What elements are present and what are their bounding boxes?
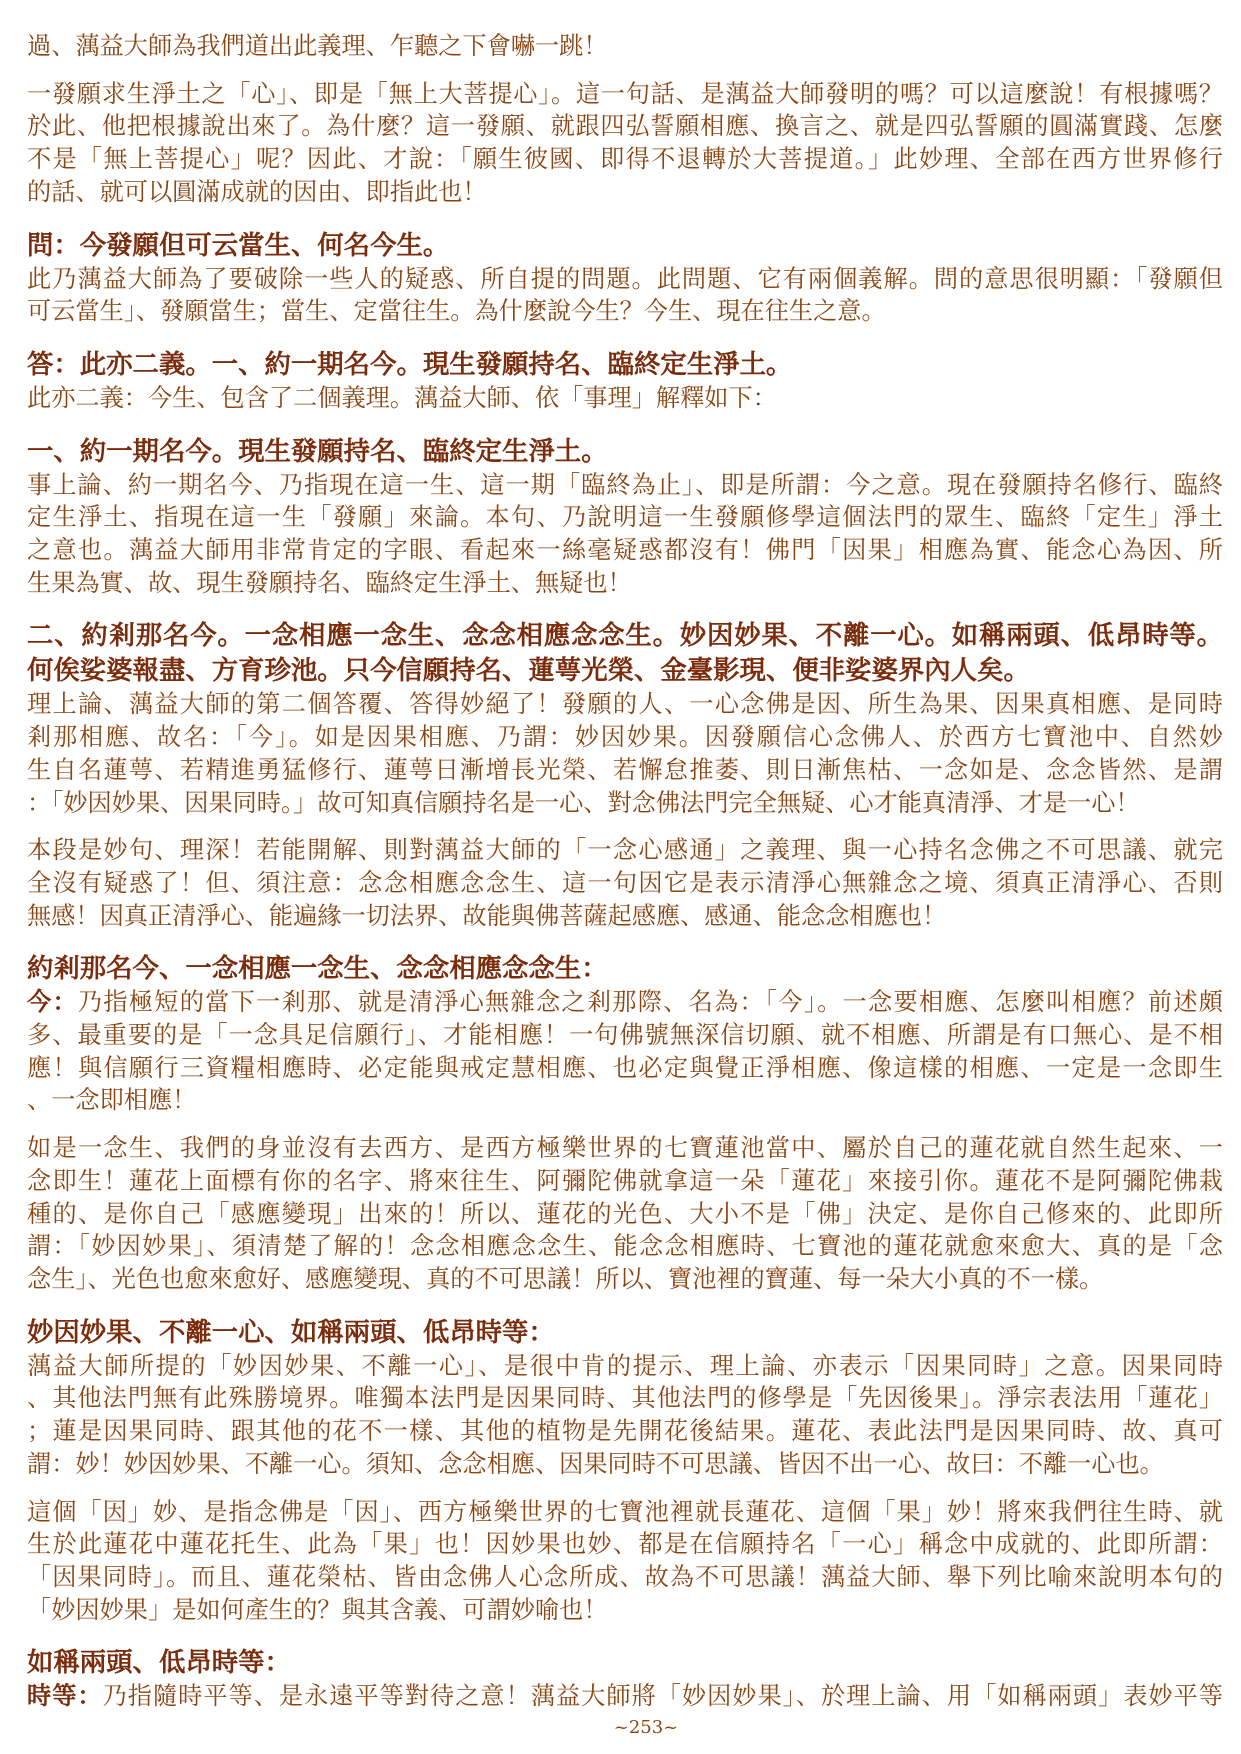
line-text: 種的、是你自己「感應變現」出來的！所以、蓮花的光色、大小不是「佛」決定、是你自己修來的、此即所	[27, 1199, 1223, 1228]
line-text: 此乃蕅益大師為了要破除一些人的疑惑、所自提的問題。此問題、它有兩個義解。問的意思很明顯：「發願但	[27, 264, 1223, 293]
line-text: 過、蕅益大師為我們道出此義理、乍聽之下會嚇一跳！	[27, 32, 608, 60]
line-text: 可云當生」、發願當生；當生、定當往生。為什麼說今生？今生、現在往生之意。	[27, 297, 886, 326]
line-text: 答：此亦二義。一、約一期名今。現生發願持名、臨終定生淨土。	[27, 348, 793, 380]
line-text: 多、最重要的是「一念具足信願行」、才能相應！一句佛號無深信切願、就不相應、所謂是有口無心、是不相	[27, 1021, 1223, 1050]
text-line	[27, 263, 1223, 296]
text-line	[27, 1415, 1223, 1448]
section-heading	[27, 1645, 1223, 1680]
line-text: 一、約一期名今。現生發願持名、臨終定生淨土。	[27, 435, 608, 467]
line-text: 之意也。蕅益大師用非常肯定的字眼、看起來一絲毫疑惑都沒有！佛門「因果」相應為實、能念心為因、所	[27, 536, 1223, 565]
text-line	[27, 834, 1223, 867]
text-line	[27, 1052, 1223, 1085]
line-text: 無感！因真正清淨心、能遍緣一切法界、故能與佛菩薩起感應、感通、能念念相應也！	[27, 901, 947, 930]
text-line	[27, 754, 1223, 787]
paragraph	[27, 30, 1223, 63]
line-text: 理上論、蕅益大師的第二個答覆、答得妙絕了！發願的人、一心念佛是因、所生為果、因果真相應、是同時	[27, 690, 1223, 719]
paragraph	[27, 688, 1223, 819]
line-text: 謂：「妙因妙果」、須清楚了解的！念念相應念念生、能念念相應時、七寶池的蓮花就愈來愈大、真的是「念	[27, 1232, 1223, 1261]
line-text: 這個「因」妙、是指念佛是「因」、西方極樂世界的七寶池裡就長蓮花、這個「果」妙！將來我們往生時、就	[27, 1497, 1223, 1526]
text-line	[27, 1132, 1223, 1165]
section-heading	[27, 618, 1223, 688]
text-line	[27, 469, 1223, 502]
text-line	[27, 567, 1223, 600]
paragraph-lead: 時等：	[27, 1681, 103, 1711]
section-heading	[27, 1315, 1223, 1350]
line-text: 問：今發願但可云當生、何名今生。	[27, 229, 450, 261]
page-number: ~253~	[613, 1717, 679, 1738]
line-text: 應！與信願行三資糧相應時、必定能與戒定慧相應、也必定與覺正淨相應、像這樣的相應、一定是一念即生	[27, 1053, 1223, 1082]
text-line	[27, 30, 1223, 63]
text-line	[27, 1084, 1223, 1117]
heading-line	[27, 951, 1223, 986]
paragraph	[27, 1496, 1223, 1627]
paragraph	[27, 263, 1223, 328]
text-line	[27, 1019, 1223, 1052]
text-line	[27, 986, 1223, 1019]
text-line	[27, 382, 1223, 415]
line-text: 蕅益大師所提的「妙因妙果、不離一心」、是很中肯的提示、理上論、亦表示「因果同時」之意。因果同時	[27, 1351, 1223, 1380]
text-line	[27, 295, 1223, 328]
text-line	[27, 501, 1223, 534]
line-text: 此亦二義：今生、包含了二個義理。蕅益大師、依「事理」解釋如下：	[27, 383, 777, 412]
line-text: 念即生！蓮花上面標有你的名字、將來往生、阿彌陀佛就拿這一朵「蓮花」來接引你。蓮花不是阿彌陀佛栽	[27, 1166, 1223, 1195]
text-line	[27, 176, 1223, 209]
heading-line	[27, 347, 1223, 382]
section-heading	[27, 951, 1223, 986]
paragraph	[27, 382, 1223, 415]
line-text: 一發願求生淨土之「心」、即是「無上大菩提心」。這一句話、是蕅益大師發明的嗎？可以這麼說！有根據嗎？	[27, 79, 1223, 108]
line-text: 定生淨土、指現在這一生「發願」來論。本句、乃說明這一生發願修學這個法門的眾生、臨終「定生」淨土	[27, 503, 1223, 532]
paragraph	[27, 986, 1223, 1117]
heading-line	[27, 618, 1223, 653]
text-line	[27, 1680, 1223, 1713]
paragraph	[27, 469, 1223, 600]
paragraph	[27, 1132, 1223, 1296]
section-heading	[27, 228, 1223, 263]
paragraph	[27, 1350, 1223, 1481]
line-text: 何俟娑婆報盡、方育珍池。只今信願持名、蓮萼光榮、金臺影現、便非娑婆界內人矣。	[27, 655, 1030, 687]
text-line	[27, 1594, 1223, 1627]
text-line	[27, 1382, 1223, 1415]
line-text: 的話、就可以圓滿成就的因由、即指此也！	[27, 177, 487, 206]
text-line	[27, 1263, 1223, 1296]
text-line	[27, 1350, 1223, 1383]
line-text: 如稱兩頭、低昂時等：	[27, 1647, 291, 1679]
text-line	[27, 900, 1223, 933]
line-text: ：「妙因妙果、因果同時。」故可知真信願持名是一心、對念佛法門完全無疑、心才能真清淨、才是一心！	[27, 788, 1140, 817]
text-line	[27, 721, 1223, 754]
line-text: 不是「無上菩提心」呢？因此、才說：「願生彼國、即得不退轉於大菩提道。」此妙理、全部在西方世界修行	[27, 145, 1223, 174]
line-text: 生於此蓮花中蓮花托生、此為「果」也！因妙果也妙、都是在信願持名「一心」稱念中成就的、此即所謂：	[27, 1530, 1223, 1559]
text-line	[27, 1448, 1223, 1481]
section-heading	[27, 347, 1223, 382]
text-line	[27, 1561, 1223, 1594]
paragraph-lead: 今：	[27, 987, 78, 1017]
heading-line	[27, 1315, 1223, 1350]
line-text: 事上論、約一期名今、乃指現在這一生、這一期「臨終為止」、即是所謂：今之意。現在發願持名修行、臨終	[27, 470, 1223, 499]
text-line	[27, 787, 1223, 820]
line-text: 妙因妙果、不離一心、如稱兩頭、低昂時等：	[27, 1316, 555, 1348]
paragraph	[27, 1680, 1223, 1713]
line-text: 剎那相應、故名：「今」。如是因果相應、乃謂：妙因妙果。因發願信心念佛人、於西方七寶池中、自然妙	[27, 723, 1223, 752]
line-text: 生果為實、故、現生發願持名、臨終定生淨土、無疑也！	[27, 568, 632, 597]
page-body	[27, 30, 1223, 1713]
paragraph	[27, 834, 1223, 932]
line-text: 如是一念生、我們的身並沒有去西方、是西方極樂世界的七寶蓮池當中、屬於自己的蓮花就自然生起來、一	[27, 1134, 1223, 1163]
text-line	[27, 1528, 1223, 1561]
line-text: 約剎那名今、一念相應一念生、念念相應念念生：	[27, 953, 608, 985]
text-line	[27, 78, 1223, 111]
line-text: 、其他法門無有此殊勝境界。唯獨本法門是因果同時、其他法門的修學是「先因後果」。淨宗表法用「蓮花」	[27, 1384, 1223, 1413]
heading-line	[27, 653, 1223, 688]
text-line	[27, 867, 1223, 900]
line-text: 、一念即相應！	[27, 1086, 197, 1115]
line-text: 全沒有疑惑了！但、須注意：念念相應念念生、這一句因它是表示清淨心無雜念之境、須真正清淨心、否則	[27, 868, 1223, 897]
text-line	[27, 534, 1223, 567]
line-text: 二、約剎那名今。一念相應一念生、念念相應念念生。妙因妙果、不離一心。如稱兩頭、低昂時等。	[27, 620, 1223, 652]
heading-line	[27, 1645, 1223, 1680]
line-text: ；蓮是因果同時、跟其他的花不一樣、其他的植物是先開花後結果。蓮花、表此法門是因果同時、故、真可	[27, 1417, 1223, 1446]
line-text: 「妙因妙果」是如何產生的？與其含義、可謂妙喻也！	[27, 1595, 608, 1624]
text-line	[27, 1496, 1223, 1529]
line-text: 念生」、光色也愈來愈好、感應變現、真的不可思議！所以、寶池裡的寶蓮、每一朵大小真的不一樣。	[27, 1264, 1104, 1293]
text-line	[27, 688, 1223, 721]
text-line	[27, 1230, 1223, 1263]
line-text: 於此、他把根據說出來了。為什麼？這一發願、就跟四弘誓願相應、換言之、就是四弘誓願的圓滿實踐、怎麼	[27, 112, 1223, 141]
paragraph	[27, 78, 1223, 209]
text-line	[27, 110, 1223, 143]
line-text: 本段是妙句、理深！若能開解、則對蕅益大師的「一念心感通」之義理、與一心持名念佛之不可思議、就完	[27, 836, 1223, 865]
heading-line	[27, 228, 1223, 263]
line-text: 謂：妙！妙因妙果、不離一心。須知、念念相應、因果同時不可思議、皆因不出一心、故曰：不離一心也。	[27, 1449, 1164, 1478]
line-text: 生自名蓮萼、若精進勇猛修行、蓮萼日漸增長光榮、若懈怠推萎、則日漸焦枯、一念如是、念念皆然、是謂	[27, 755, 1223, 784]
text-line	[27, 1198, 1223, 1231]
heading-line	[27, 434, 1223, 469]
text-line	[27, 143, 1223, 176]
line-text: 乃指隨時平等、是永遠平等對待之意！蕅益大師將「妙因妙果」、於理上論、用「如稱兩頭」表妙平等	[102, 1682, 1223, 1711]
line-text: 乃指極短的當下一剎那、就是清淨心無雜念之剎那際、名為：「今」。一念要相應、怎麼叫相應？前述頗	[77, 988, 1223, 1017]
text-line	[27, 1165, 1223, 1198]
line-text: 「因果同時」。而且、蓮花榮枯、皆由念佛人心念所成、故為不可思議！蕅益大師、舉下列比喻來說明本句的	[27, 1562, 1223, 1591]
section-heading	[27, 434, 1223, 469]
